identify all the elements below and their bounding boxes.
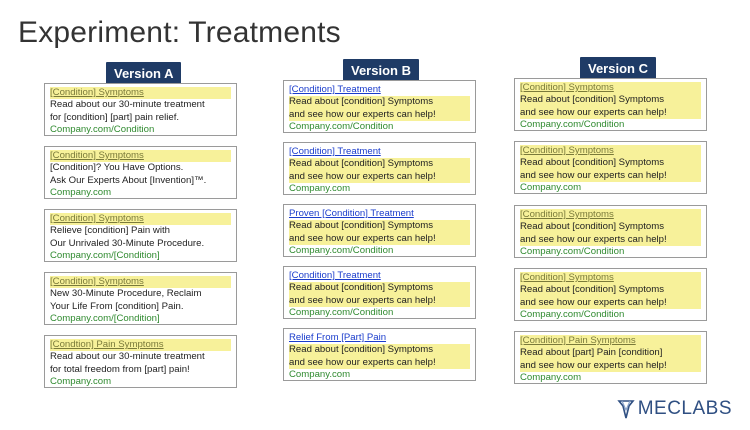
meclabs-logo-icon xyxy=(617,398,635,420)
ad-title[interactable]: [Condition] Symptoms xyxy=(520,272,701,284)
ad-body-line: Your Life From [condition] Pain. xyxy=(50,300,184,312)
ad-title[interactable]: [Condition] Treatment xyxy=(289,84,381,95)
ad-body-line: and see how our experts can help! xyxy=(289,295,470,307)
ad-url: Company.com/Condition xyxy=(50,123,155,135)
slide-title: Experiment: Treatments xyxy=(18,16,341,49)
ad-body-line: for total freedom from [part] pain! xyxy=(50,363,190,375)
ad-title[interactable]: [Condtion] Pain Symptoms xyxy=(50,339,231,351)
ad-card xyxy=(44,209,237,262)
ad-card xyxy=(44,146,237,199)
ad-card xyxy=(283,266,476,319)
ad-card xyxy=(283,328,476,381)
ad-body-line: Read about [condition] Symptoms xyxy=(289,282,470,294)
ad-title[interactable]: [Condition] Symptoms xyxy=(520,145,701,157)
ad-title[interactable]: [Condition] Symptoms xyxy=(50,213,231,225)
ad-card xyxy=(44,83,237,136)
ad-url: Company.com xyxy=(50,375,112,387)
meclabs-logo xyxy=(617,398,732,420)
ad-body-line: Our Unrivaled 30-Minute Procedure. xyxy=(50,237,205,249)
ad-url: Company.com xyxy=(520,181,582,193)
ad-url: Company.com/Condition xyxy=(520,308,625,320)
ad-body-line: Read about [condition] Symptoms xyxy=(289,220,470,232)
ad-body-line: Read about [condition] Symptoms xyxy=(289,96,470,108)
ad-body-line: and see how our experts can help! xyxy=(520,107,701,119)
ad-body-line: and see how our experts can help! xyxy=(289,171,470,183)
ad-url: Company.com xyxy=(50,186,112,198)
ad-body-line: Read about [condition] Symptoms xyxy=(289,344,470,356)
ad-body-line: Read about [part] Pain [condition] xyxy=(520,347,701,359)
ad-title[interactable]: [Condition] Symptoms xyxy=(520,209,701,221)
ad-card xyxy=(514,331,707,384)
ad-title[interactable]: [Condition] Symptoms xyxy=(50,276,231,288)
ad-body-line: Read about [condition] Symptoms xyxy=(520,94,701,106)
ad-body-line: and see how our experts can help! xyxy=(520,234,701,246)
ad-body-line: Read about [condition] Symptoms xyxy=(289,158,470,170)
ad-url: Company.com xyxy=(289,182,351,194)
ad-body-line: New 30-Minute Procedure, Reclaim xyxy=(50,288,202,300)
ad-url: Company.com/Condition xyxy=(520,245,625,257)
ad-url: Company.com xyxy=(520,371,582,383)
logo-text: MECLABS xyxy=(637,398,732,419)
ad-card xyxy=(514,141,707,194)
ad-body-line: and see how our experts can help! xyxy=(289,233,470,245)
ad-title[interactable]: Proven [Condition] Treatment xyxy=(289,208,414,219)
ad-card xyxy=(283,204,476,257)
ad-body-line: and see how our experts can help! xyxy=(289,357,470,369)
ad-title[interactable]: [Condition] Treatment xyxy=(289,146,381,157)
ad-url: Company.com xyxy=(289,368,351,380)
ad-body-line: Relieve [condition] Pain with xyxy=(50,225,170,237)
ad-body-line: for [condition] [part] pain relief. xyxy=(50,111,180,123)
ad-url: Company.com/[Condition] xyxy=(50,249,160,261)
ad-body-line: Read about [condition] Symptoms xyxy=(520,284,701,296)
ad-url: Company.com/Condition xyxy=(289,120,394,132)
ad-card xyxy=(514,78,707,131)
ad-card xyxy=(44,272,237,325)
ad-title[interactable]: [Condition] Symptoms xyxy=(520,82,701,94)
version-a-header: Version A xyxy=(106,62,181,85)
ad-title[interactable]: [Condition] Treatment xyxy=(289,270,381,281)
ad-title[interactable]: [Condition] Symptoms xyxy=(50,87,231,99)
version-b-header: Version B xyxy=(343,59,419,82)
ad-title[interactable]: Relief From [Part] Pain xyxy=(289,332,387,343)
ad-body-line: Ask Our Experts About [Invention]™. xyxy=(50,174,207,186)
ad-url: Company.com/[Condition] xyxy=(50,312,160,324)
ad-body-line: Read about our 30-minute treatment xyxy=(50,351,205,363)
ad-body-line: Read about [condition] Symptoms xyxy=(520,157,701,169)
ad-body-line: and see how our experts can help! xyxy=(520,297,701,309)
ad-body-line: and see how our experts can help! xyxy=(520,360,701,372)
version-c-header: Version C xyxy=(580,57,656,80)
ad-body-line: and see how our experts can help! xyxy=(289,109,470,121)
ad-body-line: and see how our experts can help! xyxy=(520,170,701,182)
ad-title[interactable]: [Condition] Symptoms xyxy=(50,150,231,162)
ad-url: Company.com/Condition xyxy=(289,244,394,256)
ad-url: Company.com/Condition xyxy=(289,306,394,318)
ad-body-line: Read about [condition] Symptoms xyxy=(520,221,701,233)
ad-body-line: [Condition]? You Have Options. xyxy=(50,162,184,174)
ad-card xyxy=(514,268,707,321)
ad-card xyxy=(44,335,237,388)
ad-card xyxy=(514,205,707,258)
ad-url: Company.com/Condition xyxy=(520,118,625,130)
ad-card xyxy=(283,142,476,195)
ad-card xyxy=(283,80,476,133)
ad-body-line: Read about our 30-minute treatment xyxy=(50,99,205,111)
ad-title[interactable]: [Condition] Pain Symptoms xyxy=(520,335,701,347)
